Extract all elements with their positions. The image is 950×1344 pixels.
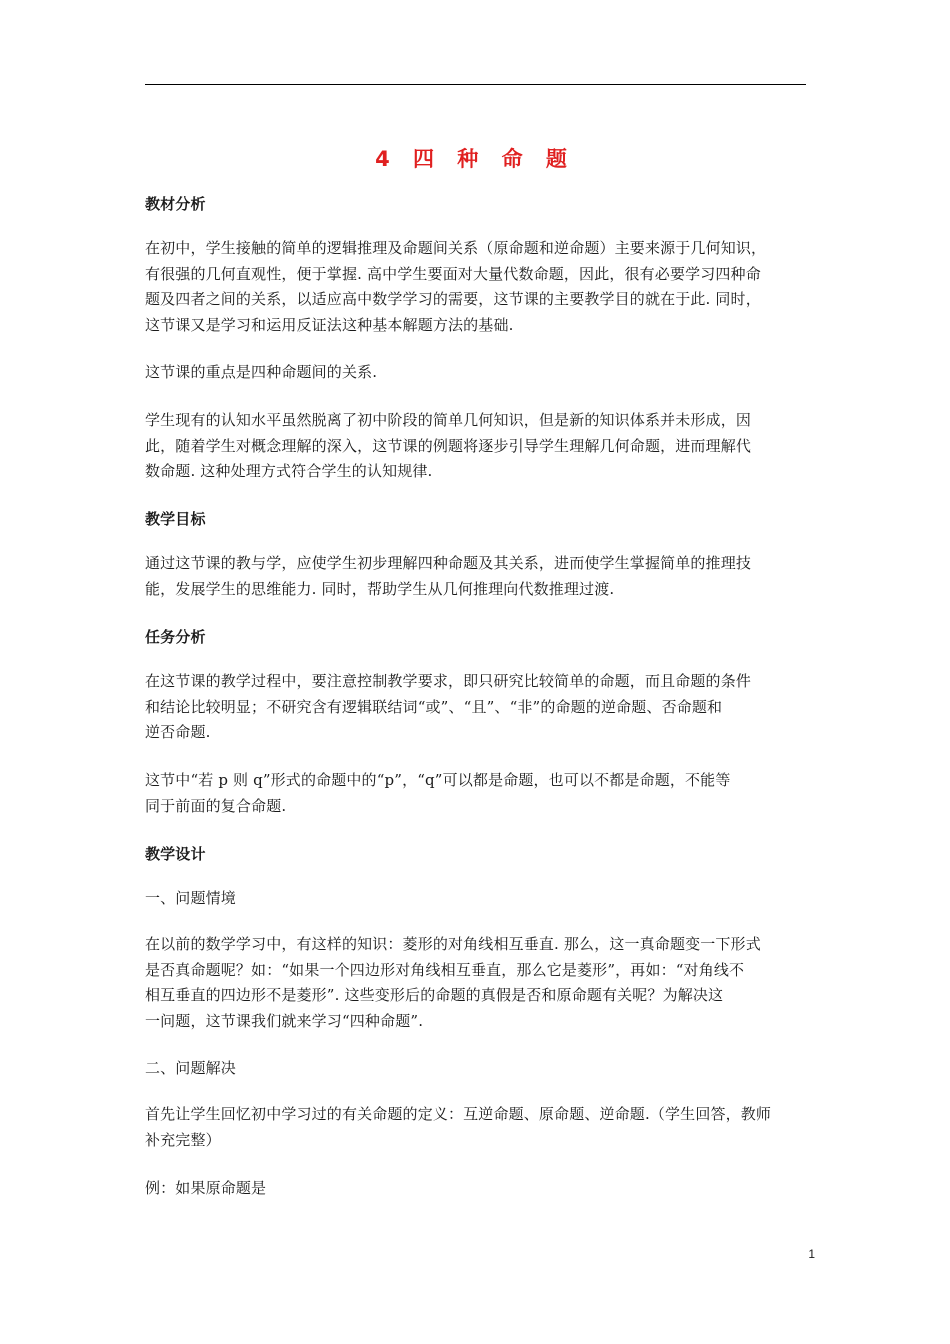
document-title: 4 四 种 命 题	[375, 147, 575, 171]
text-line: 在初中，学生接触的简单的逻辑推理及命题间关系（原命题和逆命题）主要来源于几何知识，	[145, 239, 767, 257]
text-line: 首先让学生回忆初中学习过的有关命题的定义：互逆命题、原命题、逆命题.（学生回答，教师	[145, 1105, 772, 1123]
paragraph-design-1	[145, 932, 807, 1034]
heading-tasks: 任务分析	[145, 628, 206, 646]
text-line: 学生现有的认知水平虽然脱离了初中阶段的简单几何知识，但是新的知识体系并未形成，因	[145, 411, 752, 429]
text-line: 这节课又是学习和运用反证法这种基本解题方法的基础.	[145, 315, 514, 334]
paragraph-goals-1	[145, 551, 807, 602]
text-line: 例：如果原命题是	[145, 1179, 267, 1197]
paragraph-analysis-1	[145, 236, 807, 338]
subheading-problem-situation: 一、问题情境	[145, 889, 236, 907]
paragraph-design-2	[145, 1102, 807, 1153]
text-line: 同于前面的复合命题.	[145, 796, 287, 815]
text-line: 这节中“若 p 则 q”形式的命题中的“p”，“q”可以都是命题，也可以不都是命题，不能等	[145, 771, 731, 789]
text-line: 逆否命题.	[145, 723, 211, 741]
text-line: 能，发展学生的思维能力. 同时，帮助学生从几何推理向代数推理过渡.	[145, 579, 615, 598]
header-rule	[145, 84, 806, 85]
paragraph-tasks-2	[145, 768, 807, 819]
paragraph-design-3	[145, 1176, 807, 1202]
heading-goals: 教学目标	[145, 510, 206, 528]
text-line: 题及四者之间的关系，以适应高中数学学习的需要，这节课的主要教学目的就在于此. 同时，	[145, 290, 761, 308]
heading-analysis: 教材分析	[145, 195, 206, 213]
text-line: 是否真命题呢？如：“如果一个四边形对角线相互垂直，那么它是菱形”，再如：“对角线不	[145, 960, 745, 979]
paragraph-analysis-3	[145, 408, 807, 485]
subheading-problem-solving: 二、问题解决	[145, 1059, 236, 1077]
text-line: 有很强的几何直观性，便于掌握. 高中学生要面对大量代数命题，因此，很有必要学习四种命	[145, 264, 761, 283]
text-line: 这节课的重点是四种命题间的关系.	[145, 363, 378, 381]
text-line: 一问题，这节课我们就来学习“四种命题”.	[145, 1011, 424, 1030]
paragraph-analysis-2	[145, 360, 807, 386]
text-line: 此，随着学生对概念理解的深入，这节课的例题将逐步引导学生理解几何命题，进而理解代	[145, 436, 752, 455]
text-line: 在这节课的教学过程中，要注意控制教学要求，即只研究比较简单的命题，而且命题的条件	[145, 672, 752, 690]
text-line: 和结论比较明显；不研究含有逻辑联结词“或”、“且”、“非”的命题的逆命题、否命题和	[145, 697, 723, 716]
paragraph-tasks-1	[145, 669, 807, 746]
text-line: 数命题. 这种处理方式符合学生的认知规律.	[145, 462, 433, 480]
text-line: 补充完整）	[145, 1130, 221, 1149]
text-line: 相互垂直的四边形不是菱形”. 这些变形后的命题的真假是否和原命题有关呢？为解决这	[145, 986, 724, 1004]
page-number: 1	[808, 1247, 815, 1261]
text-line: 在以前的数学学习中，有这样的知识：菱形的对角线相互垂直. 那么，这一真命题变一下形式	[145, 935, 761, 953]
heading-design: 教学设计	[145, 845, 206, 863]
text-line: 通过这节课的教与学，应使学生初步理解四种命题及其关系，进而使学生掌握简单的推理技	[145, 554, 752, 572]
